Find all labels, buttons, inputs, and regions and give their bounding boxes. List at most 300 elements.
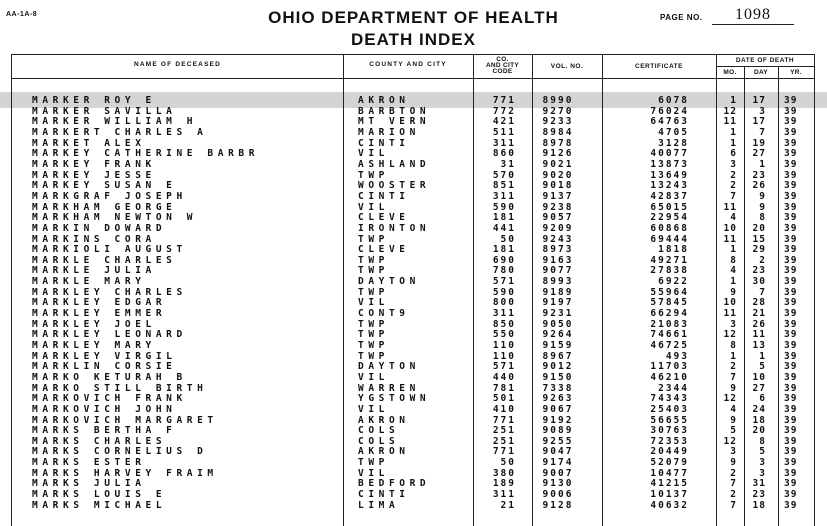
record-certificate: 11703 (650, 361, 689, 373)
record-name: MARKEY JESSE (32, 169, 156, 181)
col-header-code-line2: AND CITY (485, 62, 520, 69)
record-year: 39 (784, 276, 798, 288)
col-header-name: NAME OF DECEASED (133, 61, 222, 68)
record-day: 3 (759, 467, 766, 479)
record-month: 3 (730, 318, 737, 330)
record-year: 39 (784, 308, 798, 319)
record-day: 31 (752, 478, 766, 490)
record-volume: 9243 (542, 233, 574, 245)
record-name: MARKIOLI AUGUST (32, 244, 187, 256)
record-county: YGSTOWN (358, 393, 431, 405)
record-day: 5 (759, 361, 766, 373)
record-name: MARKOVICH FRANK (32, 393, 187, 405)
table-row (0, 501, 827, 511)
record-year: 39 (784, 212, 798, 224)
record-name: MARKO STILL BIRTH (32, 382, 208, 394)
record-county: AKRON (358, 95, 410, 106)
record-month: 1 (730, 137, 737, 149)
record-year: 39 (784, 244, 798, 256)
record-month: 1 (730, 244, 737, 256)
record-name: MARKEY FRANK (32, 158, 156, 170)
record-code: 501 (492, 393, 516, 405)
record-volume: 9020 (542, 169, 574, 181)
record-name: MARKIN DOWARD (32, 222, 167, 234)
table-row (0, 320, 827, 330)
record-day: 30 (752, 276, 766, 288)
record-code: 570 (492, 169, 516, 181)
record-volume: 8967 (542, 350, 574, 362)
record-month: 1 (730, 127, 737, 138)
record-day: 20 (752, 425, 766, 437)
record-year: 39 (784, 403, 798, 415)
record-certificate: 40632 (650, 499, 689, 511)
record-volume: 9089 (542, 425, 574, 437)
record-day: 17 (752, 116, 766, 128)
record-year: 39 (784, 478, 798, 490)
record-volume: 9197 (542, 297, 574, 309)
record-year: 39 (784, 286, 798, 298)
record-year: 39 (784, 190, 798, 202)
record-month: 1 (730, 276, 737, 288)
record-code: 410 (492, 403, 516, 415)
record-name: MARKINS CORA (32, 233, 156, 245)
record-county: WOOSTER (358, 180, 431, 192)
record-year: 39 (784, 265, 798, 277)
record-code: 690 (492, 254, 516, 266)
table-row (0, 490, 827, 500)
record-month: 9 (730, 414, 737, 426)
page-title: OHIO DEPARTMENT OF HEALTH (268, 8, 559, 27)
record-certificate: 74343 (650, 393, 689, 405)
record-name: MARKLEY LEONARD (32, 329, 187, 341)
record-certificate: 40077 (650, 148, 689, 160)
record-certificate: 60868 (650, 222, 689, 234)
record-name: MARKS MICHAEL (32, 499, 167, 511)
record-month: 11 (723, 308, 737, 319)
record-volume: 9057 (542, 212, 574, 224)
record-county: MT VERN (358, 116, 431, 128)
record-code: 772 (492, 105, 516, 117)
table-row (0, 213, 827, 223)
record-code: 181 (492, 212, 516, 224)
record-code: 31 (500, 158, 516, 170)
record-volume: 9018 (542, 180, 574, 192)
record-volume: 8993 (542, 276, 574, 288)
record-code: 311 (492, 489, 516, 501)
record-year: 39 (784, 499, 798, 511)
record-day: 13 (752, 340, 766, 351)
record-month: 7 (730, 499, 737, 511)
record-year: 39 (784, 137, 798, 149)
record-month: 1 (730, 95, 737, 106)
record-month: 9 (730, 382, 737, 394)
record-county: WARREN (358, 382, 420, 394)
form-code: AA-1A-8 (6, 11, 38, 18)
record-day: 26 (752, 180, 766, 192)
record-year: 39 (784, 457, 798, 469)
record-year: 39 (784, 254, 798, 266)
record-code: 251 (492, 425, 516, 437)
page-number-value: 1098 (712, 6, 794, 25)
record-name: MARKO KETURAH B (32, 371, 187, 383)
record-certificate: 64763 (650, 116, 689, 128)
record-code: 860 (492, 148, 516, 160)
record-certificate: 41215 (650, 478, 689, 490)
record-county: VIL (358, 371, 389, 383)
record-name: MARKGRAF JOSEPH (32, 190, 187, 202)
record-year: 39 (784, 425, 798, 437)
record-volume: 9255 (542, 435, 574, 447)
record-certificate: 52079 (650, 457, 689, 469)
record-county: DAYTON (358, 361, 420, 373)
record-volume: 9077 (542, 265, 574, 277)
record-month: 12 (723, 105, 737, 117)
record-name: MARKLEY JOEL (32, 318, 156, 330)
record-day: 11 (752, 329, 766, 341)
record-year: 39 (784, 414, 798, 426)
record-year: 39 (784, 116, 798, 128)
record-county: IRONTON (358, 222, 431, 234)
col-header-year: YR. (790, 69, 802, 76)
record-volume: 7338 (542, 382, 574, 394)
record-certificate: 13243 (650, 180, 689, 192)
col-header-code-line3: CODE (492, 68, 513, 75)
record-name: MARKOVICH MARGARET (32, 414, 218, 426)
table-row (0, 352, 827, 362)
table-row (0, 362, 827, 372)
record-day: 21 (752, 308, 766, 319)
record-year: 39 (784, 382, 798, 394)
record-month: 8 (730, 340, 737, 351)
record-name: MARKLEY CHARLES (32, 286, 187, 298)
col-header-cert: CERTIFICATE (635, 63, 683, 70)
col-header-code-line1: CO. (496, 56, 509, 63)
record-volume: 9238 (542, 201, 574, 213)
record-certificate: 46210 (650, 371, 689, 383)
record-county: TWP (358, 265, 389, 277)
record-month: 8 (730, 254, 737, 266)
record-volume: 9209 (542, 222, 574, 234)
record-name: MARKS BERTHA F (32, 425, 177, 437)
record-day: 5 (759, 446, 766, 458)
record-name: MARKLEY EMMER (32, 308, 167, 319)
record-code: 50 (500, 233, 516, 245)
table-row (0, 298, 827, 308)
record-certificate: 76024 (650, 105, 689, 117)
record-volume: 9050 (542, 318, 574, 330)
record-county: AKRON (358, 446, 410, 458)
record-volume: 9067 (542, 403, 574, 415)
table-row (0, 224, 827, 234)
record-code: 590 (492, 201, 516, 213)
record-certificate: 493 (665, 350, 689, 362)
record-name: MARKERT CHARLES A (32, 127, 208, 138)
record-code: 110 (492, 340, 516, 351)
record-name: MARKLE JULIA (32, 265, 156, 277)
table-row (0, 117, 827, 127)
record-month: 2 (730, 489, 737, 501)
header-rule (12, 78, 814, 79)
record-day: 1 (759, 158, 766, 170)
record-day: 27 (752, 148, 766, 160)
record-month: 7 (730, 190, 737, 202)
record-code: 110 (492, 350, 516, 362)
record-certificate: 55964 (650, 286, 689, 298)
record-county: TWP (358, 254, 389, 266)
record-code: 771 (492, 95, 516, 106)
record-day: 28 (752, 297, 766, 309)
record-month: 4 (730, 265, 737, 277)
table-row (0, 341, 827, 351)
record-county: TWP (358, 233, 389, 245)
record-certificate: 65015 (650, 201, 689, 213)
record-county: VIL (358, 297, 389, 309)
record-name: MARKER ROY E (32, 95, 156, 106)
table-row (0, 256, 827, 266)
record-certificate: 1818 (658, 244, 689, 256)
record-volume: 9264 (542, 329, 574, 341)
record-year: 39 (784, 201, 798, 213)
record-county: CINTI (358, 489, 410, 501)
record-month: 2 (730, 169, 737, 181)
record-certificate: 21083 (650, 318, 689, 330)
record-day: 8 (759, 435, 766, 447)
record-year: 39 (784, 361, 798, 373)
record-year: 39 (784, 446, 798, 458)
record-certificate: 72353 (650, 435, 689, 447)
record-code: 311 (492, 137, 516, 149)
record-month: 11 (723, 116, 737, 128)
record-code: 781 (492, 382, 516, 394)
record-year: 39 (784, 318, 798, 330)
record-county: BARBTON (358, 105, 431, 117)
record-volume: 8973 (542, 244, 574, 256)
record-day: 9 (759, 201, 766, 213)
record-name: MARKEY SUSAN E (32, 180, 177, 192)
record-certificate: 27838 (650, 265, 689, 277)
record-year: 39 (784, 233, 798, 245)
record-day: 19 (752, 137, 766, 149)
record-name: MARKET ALEX (32, 137, 146, 149)
table-row (0, 181, 827, 191)
record-code: 251 (492, 435, 516, 447)
record-volume: 8978 (542, 137, 574, 149)
record-day: 10 (752, 371, 766, 383)
record-county: COLS (358, 435, 400, 447)
record-year: 39 (784, 350, 798, 362)
record-county: AKRON (358, 414, 410, 426)
record-name: MARKLEY VIRGIL (32, 350, 177, 362)
record-year: 39 (784, 180, 798, 192)
record-day: 26 (752, 318, 766, 330)
record-year: 39 (784, 371, 798, 383)
table-row (0, 426, 827, 436)
table-row (0, 469, 827, 479)
record-day: 18 (752, 414, 766, 426)
record-volume: 8984 (542, 127, 574, 138)
table-row (0, 479, 827, 489)
record-county: COLS (358, 425, 400, 437)
record-code: 771 (492, 446, 516, 458)
record-day: 1 (759, 350, 766, 362)
record-volume: 9233 (542, 116, 574, 128)
record-county: VIL (358, 403, 389, 415)
record-county: CLEVE (358, 244, 410, 256)
record-day: 15 (752, 233, 766, 245)
record-county: CINTI (358, 190, 410, 202)
table-row (0, 330, 827, 340)
record-month: 3 (730, 446, 737, 458)
record-county: BEDFORD (358, 478, 431, 490)
record-year: 39 (784, 169, 798, 181)
record-day: 2 (759, 254, 766, 266)
record-day: 23 (752, 265, 766, 277)
record-month: 12 (723, 329, 737, 341)
record-county: VIL (358, 467, 389, 479)
record-code: 771 (492, 414, 516, 426)
record-name: MARKLIN CORSIE (32, 361, 177, 373)
record-month: 11 (723, 233, 737, 245)
record-certificate: 6078 (658, 95, 689, 106)
table-row (0, 384, 827, 394)
record-county: ASHLAND (358, 158, 431, 170)
table-row (0, 171, 827, 181)
record-code: 511 (492, 127, 516, 138)
table-row (0, 309, 827, 319)
record-name: MARKOVICH JOHN (32, 403, 177, 415)
record-volume: 9150 (542, 371, 574, 383)
table-row (0, 235, 827, 245)
record-year: 39 (784, 435, 798, 447)
record-name: MARKLE MARY (32, 276, 146, 288)
record-county: TWP (358, 318, 389, 330)
record-county: LIMA (358, 499, 400, 511)
record-county: VIL (358, 201, 389, 213)
record-year: 39 (784, 489, 798, 501)
table-row (0, 192, 827, 202)
record-volume: 8990 (542, 95, 574, 106)
record-month: 10 (723, 222, 737, 234)
record-certificate: 57845 (650, 297, 689, 309)
table-row (0, 203, 827, 213)
record-year: 39 (784, 127, 798, 138)
date-of-death-rule (716, 66, 814, 67)
record-year: 39 (784, 148, 798, 160)
record-code: 780 (492, 265, 516, 277)
record-volume: 9012 (542, 361, 574, 373)
record-name: MARKEY CATHERINE BARBR (32, 148, 260, 160)
record-county: TWP (358, 340, 389, 351)
record-volume: 9047 (542, 446, 574, 458)
table-row (0, 405, 827, 415)
table-row (0, 139, 827, 149)
record-volume: 9163 (542, 254, 574, 266)
record-month: 9 (730, 286, 737, 298)
record-month: 10 (723, 297, 737, 309)
record-certificate: 69444 (650, 233, 689, 245)
record-certificate: 30763 (650, 425, 689, 437)
record-month: 9 (730, 457, 737, 469)
record-year: 39 (784, 467, 798, 479)
record-county: TWP (358, 169, 389, 181)
record-county: VIL (358, 148, 389, 160)
record-year: 39 (784, 297, 798, 309)
record-code: 590 (492, 286, 516, 298)
record-month: 12 (723, 435, 737, 447)
record-code: 440 (492, 371, 516, 383)
record-name: MARKS ESTER (32, 457, 146, 469)
record-name: MARKS CORNELIUS D (32, 446, 208, 458)
record-county: TWP (358, 350, 389, 362)
record-certificate: 2344 (658, 382, 689, 394)
page-number-label: PAGE NO. (660, 13, 703, 22)
table-row (0, 96, 827, 106)
record-month: 2 (730, 467, 737, 479)
record-certificate: 42837 (650, 190, 689, 202)
record-name: MARKHAM NEWTON W (32, 212, 198, 224)
record-volume: 9006 (542, 489, 574, 501)
record-year: 39 (784, 222, 798, 234)
col-header-date-of-death: DATE OF DEATH (735, 57, 795, 64)
record-code: 850 (492, 318, 516, 330)
table-row (0, 416, 827, 426)
record-month: 5 (730, 425, 737, 437)
record-county: DAYTON (358, 276, 420, 288)
record-county: CONT9 (358, 308, 410, 319)
record-year: 39 (784, 329, 798, 341)
page-subtitle: DEATH INDEX (351, 30, 476, 49)
record-code: 189 (492, 478, 516, 490)
record-name: MARKLE CHARLES (32, 254, 177, 266)
record-day: 24 (752, 403, 766, 415)
record-certificate: 56655 (650, 414, 689, 426)
record-certificate: 46725 (650, 340, 689, 351)
record-year: 39 (784, 393, 798, 405)
record-day: 23 (752, 489, 766, 501)
record-name: MARKHAM GEORGE (32, 201, 177, 213)
col-header-vol: VOL. NO. (550, 63, 584, 70)
record-code: 181 (492, 244, 516, 256)
record-certificate: 49271 (650, 254, 689, 266)
record-month: 12 (723, 393, 737, 405)
record-certificate: 10137 (650, 489, 689, 501)
table-row (0, 160, 827, 170)
record-volume: 9192 (542, 414, 574, 426)
record-code: 21 (500, 499, 516, 511)
record-code: 50 (500, 457, 516, 469)
record-name: MARKLEY MARY (32, 340, 156, 351)
record-day: 8 (759, 212, 766, 224)
record-name: MARKS LOUIS E (32, 489, 167, 501)
record-code: 851 (492, 180, 516, 192)
record-day: 18 (752, 499, 766, 511)
record-day: 27 (752, 382, 766, 394)
record-day: 7 (759, 286, 766, 298)
record-month: 2 (730, 180, 737, 192)
record-year: 39 (784, 95, 798, 106)
col-header-county: COUNTY AND CITY (369, 61, 447, 68)
table-row (0, 458, 827, 468)
record-certificate: 13649 (650, 169, 689, 181)
table-row (0, 266, 827, 276)
table-row (0, 149, 827, 159)
record-certificate: 3128 (658, 137, 689, 149)
record-year: 39 (784, 158, 798, 170)
record-name: MARKER WILLIAM H (32, 116, 198, 128)
record-certificate: 66294 (650, 308, 689, 319)
record-code: 421 (492, 116, 516, 128)
record-certificate: 74661 (650, 329, 689, 341)
